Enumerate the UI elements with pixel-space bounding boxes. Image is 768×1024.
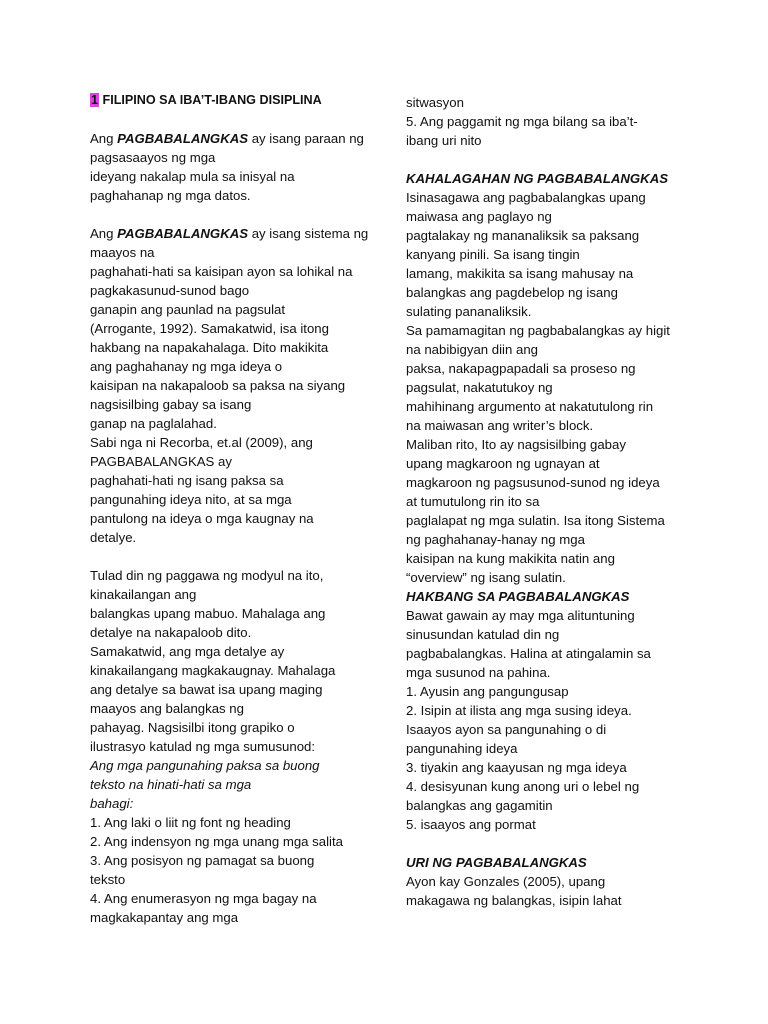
- list-item: 1. Ayusin ang pangungusap: [406, 684, 569, 699]
- list-item: 3. tiyakin ang kaayusan ng mga ideya: [406, 760, 627, 775]
- paragraph-line: nagsisilbing gabay sa isang: [90, 397, 252, 412]
- paragraph-line: hakbang na napakahalaga. Dito makikita: [90, 340, 329, 355]
- paragraph-line: ibang uri nito: [406, 133, 482, 148]
- list-item: balangkas ang gagamitin: [406, 798, 553, 813]
- italic-line: Ang mga pangunahing paksa sa buong: [90, 758, 320, 773]
- paragraph-line: ganap na paglalahad.: [90, 416, 217, 431]
- paragraph-line: detalye na nakapaloob dito.: [90, 625, 252, 640]
- paragraph-line: kinakailangan ang: [90, 587, 197, 602]
- right-column: [406, 93, 688, 910]
- list-item: magkakapantay ang mga: [90, 910, 239, 925]
- paragraph-line: balangkas upang mabuo. Mahalaga ang: [90, 606, 326, 621]
- paragraph-line: paglalapat ng mga sulatin. Isa itong Sistema: [406, 513, 665, 528]
- italic-line: teksto na hinati-hati sa mga: [90, 777, 252, 792]
- paragraph-line: pagkakasunud-sunod bago: [90, 283, 250, 298]
- paragraph-line: pahayag. Nagsisilbi itong grapiko o: [90, 720, 295, 735]
- paragraph-line: sulating pananaliksik.: [406, 304, 532, 319]
- paragraph-line: Sa pamamagitan ng pagbabalangkas ay higit: [406, 323, 670, 338]
- paragraph-line: ang detalye sa bawat isa upang maging: [90, 682, 323, 697]
- paragraph-line: sinusundan katulad din ng: [406, 627, 560, 642]
- paragraph-line: Maliban rito, Ito ay nagsisilbing gabay: [406, 437, 626, 452]
- paragraph-line: ang paghahanay ng mga ideya o: [90, 359, 283, 374]
- section-heading: HAKBANG SA PAGBABALANGKAS: [406, 589, 630, 604]
- list-item: pangunahing ideya: [406, 741, 518, 756]
- paragraph-line: paksa, nakapagpapadali sa proseso ng: [406, 361, 636, 376]
- paragraph-line: makagawa ng balangkas, isipin lahat: [406, 893, 622, 908]
- document-title: [90, 91, 372, 110]
- paragraph-line: pantulong na ideya o mga kaugnay na: [90, 511, 314, 526]
- list-item: 4. Ang enumerasyon ng mga bagay na: [90, 891, 317, 906]
- paragraph-line: kaisipan na nakapaloob sa paksa na siyang: [90, 378, 346, 393]
- paragraph-line: at tumutulong rin ito sa: [406, 494, 540, 509]
- term-emphasis: PAGBABALANGKAS: [117, 226, 249, 241]
- list-item: 4. desisyunan kung anong uri o lebel ng: [406, 779, 640, 794]
- list-item: 2. Isipin at ilista ang mga susing ideya.: [406, 703, 632, 718]
- list-item: Isaayos ayon sa pangunahing o di: [406, 722, 607, 737]
- paragraph-line: pagbabalangkas. Halina at atingalamin sa: [406, 646, 651, 661]
- paragraph-line: Isinasagawa ang pagbabalangkas upang: [406, 190, 646, 205]
- paragraph-line: Ang PAGBABALANGKAS ay isang paraan ng: [90, 131, 364, 146]
- paragraph-line: Ayon kay Gonzales (2005), upang: [406, 874, 606, 889]
- paragraph-line: kanyang pinili. Sa isang tingin: [406, 247, 580, 262]
- paragraph-line: maiwasa ang paglayo ng: [406, 209, 552, 224]
- paragraph-line: pagsulat, nakatutukoy ng: [406, 380, 553, 395]
- module-number-highlight: 1: [91, 93, 99, 107]
- paragraph-line: mga susunod na pahina.: [406, 665, 551, 680]
- paragraph-line: kaisipan na kung makikita natin ang: [406, 551, 615, 566]
- paragraph-line: pagtalakay ng mananaliksik sa paksang: [406, 228, 640, 243]
- paragraph-line: Samakatwid, ang mga detalye ay: [90, 644, 285, 659]
- paragraph-line: balangkas ang pagdebelop ng isang: [406, 285, 618, 300]
- paragraph-line: ng paghahanay-hanay ng mga: [406, 532, 585, 547]
- paragraph-line: sitwasyon: [406, 95, 464, 110]
- list-item: 5. isaayos ang pormat: [406, 817, 536, 832]
- paragraph-line: mahihinang argumento at nakatutulong rin: [406, 399, 654, 414]
- term-emphasis: PAGBABALANGKAS: [117, 131, 249, 146]
- paragraph-line: maayos ang balangkas ng: [90, 701, 244, 716]
- section-heading: URI NG PAGBABALANGKAS: [406, 855, 587, 870]
- paragraph-line: magkaroon ng pagsusunod-sunod ng ideya: [406, 475, 660, 490]
- italic-line: bahagi:: [90, 796, 134, 811]
- paragraph-line: paghahanap ng mga datos.: [90, 188, 251, 203]
- paragraph-line: PAGBABALANGKAS ay: [90, 454, 232, 469]
- paragraph-line: ganapin ang paunlad na pagsulat: [90, 302, 286, 317]
- paragraph-line: na nabibigyan diin ang: [406, 342, 538, 357]
- list-item: teksto: [90, 872, 126, 887]
- paragraph-line: pangunahing ideya nito, at sa mga: [90, 492, 292, 507]
- paragraph-line: Sabi nga ni Recorba, et.al (2009), ang: [90, 435, 313, 450]
- paragraph-line: Tulad din ng paggawa ng modyul na ito,: [90, 568, 324, 583]
- paragraph-line: (Arrogante, 1992). Samakatwid, isa itong: [90, 321, 329, 336]
- paragraph-line: ilustrasyo katulad ng mga sumusunod:: [90, 739, 316, 754]
- paragraph-line: “overview” ng isang sulatin.: [406, 570, 566, 585]
- section-heading: KAHALAGAHAN NG PAGBABALANGKAS: [406, 171, 669, 186]
- list-item: 5. Ang paggamit ng mga bilang sa iba’t-: [406, 114, 638, 129]
- paragraph-line: paghahati-hati ng isang paksa sa: [90, 473, 284, 488]
- paragraph-line: paghahati-hati sa kaisipan ayon sa lohikal na: [90, 264, 353, 279]
- left-column: [90, 91, 372, 927]
- list-item: 2. Ang indensyon ng mga unang mga salita: [90, 834, 343, 849]
- paragraph-line: kinakailangang magkakaugnay. Mahalaga: [90, 663, 336, 678]
- paragraph-line: detalye.: [90, 530, 137, 545]
- paragraph-line: maayos na: [90, 245, 155, 260]
- paragraph-line: Bawat gawain ay may mga alituntuning: [406, 608, 635, 623]
- list-item: 3. Ang posisyon ng pamagat sa buong: [90, 853, 315, 868]
- paragraph-line: Ang PAGBABALANGKAS ay isang sistema ng: [90, 226, 369, 241]
- paragraph-line: upang magkaroon ng ugnayan at: [406, 456, 600, 471]
- module-title: FILIPINO SA IBA’T-IBANG DISIPLINA: [99, 93, 322, 107]
- list-item: 1. Ang laki o liit ng font ng heading: [90, 815, 291, 830]
- paragraph-line: pagsasaayos ng mga: [90, 150, 216, 165]
- paragraph-line: lamang, makikita sa isang mahusay na: [406, 266, 634, 281]
- paragraph-line: ideyang nakalap mula sa inisyal na: [90, 169, 295, 184]
- paragraph-line: na maiwasan ang writer’s block.: [406, 418, 594, 433]
